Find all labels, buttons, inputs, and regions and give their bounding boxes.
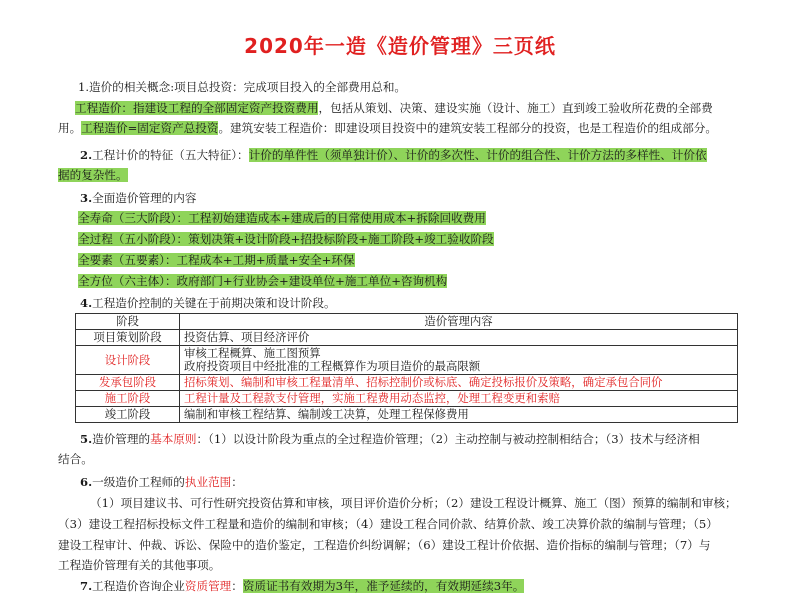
s7-pre: 工程造价咨询企业 [92,579,185,593]
s1-line3 [58,121,717,135]
table-cell-stage: 项目策划阶段 [76,330,180,346]
s1-line2 [75,101,713,115]
s3-item [78,211,486,225]
s5-pre: 造价管理的 [92,432,151,446]
table-cell-content: 招标策划、编制和审核工程量清单、招标控制价或标底、确定投标报价及策略，确定承包合同价 [180,375,738,391]
table-cell-line: 审核工程概算、施工图预算 [184,346,321,360]
table-cell-line: 政府投资项目中经批准的工程概算作为项目造价的最高限额 [184,359,481,373]
s3-item [78,253,355,267]
s5-num: 5. [80,432,93,446]
s3-item-process: 全过程（五小阶段）：策划决策+设计阶段+招投标阶段+施工阶段+竣工验收阶段 [78,232,494,246]
table-header-content: 造价管理内容 [180,314,738,330]
s4-label: 工程造价控制的关键在于前期决策和设计阶段。 [92,296,336,310]
s1-text3: 。建筑安装工程造价：即建设项目投资中的建筑安装工程部分的投资，也是工程造价的组成部分。 [218,121,717,135]
table-header-stage: 阶段 [76,314,180,330]
s3-item [78,274,447,288]
s3-item-lifecycle: 全寿命（三大阶段）：工程初始建造成本+建成后的日常使用成本+拆除回收费用 [78,211,486,225]
page-title: 2020年一造《造价管理》三页纸 [244,34,556,58]
cost-management-table [75,313,738,423]
s5-line1 [80,432,700,446]
s1-highlight-cost-def: 工程造价：指建设工程的全部固定资产投资费用 [75,101,319,115]
s1-text1: ，包括从策划、决策、建设实施（设计、施工）直到竣工验收所花费的全部费 [318,101,713,115]
s7-num: 7. [80,579,93,593]
s5-red: 基本原则 [150,432,197,446]
s2-highlight-b: 据的复杂性。 [58,168,128,182]
s4-line [80,296,336,310]
s6-line: （1）项目建议书、可行性研究投资估算和审核，项目评价造价分析；（2）建设工程设计概算、施工（图）预算的编制和审核； [90,496,737,510]
table-cell-stage: 施工阶段 [76,391,180,407]
s2-line1 [80,148,707,162]
table-header-row [76,314,738,330]
s2-line2 [58,168,128,182]
s7-post: ： [231,579,243,593]
s3-label: 全面造价管理的内容 [92,191,197,205]
table-cell-content: 投资估算、项目经济评价 [180,330,738,346]
s4-num: 4. [80,296,93,310]
table-cell-stage: 竣工阶段 [76,407,180,423]
s2-highlight-a: 计价的单件性（须单独计价）、计价的多次性、计价的组合性、计价方法的多样性、计价依 [248,148,707,162]
s6-post: ： [231,475,243,489]
s3-num: 3. [80,191,93,205]
s3-item-elements: 全要素（五要素）：工程成本+工期+质量+安全+环保 [78,253,355,267]
s6-line: 工程造价管理有关的其他事项。 [58,558,221,572]
s6-num: 6. [80,475,93,489]
s6-heading [80,475,243,489]
s7-line [80,579,524,593]
s3-item [78,232,494,246]
table-cell-stage: 发承包阶段 [76,375,180,391]
s5-post: ：（1）以设计阶段为重点的全过程造价管理；（2）主动控制与被动控制相结合；（3）技术与经济相 [196,432,700,446]
s7-highlight: 资质证书有效期为3年，准予延续的，有效期延续3年。 [242,579,525,593]
table-row [76,407,738,423]
s2-num: 2. [80,148,93,162]
s2-label: 工程计价的特征（五大特征）： [92,148,249,162]
s6-red: 执业范围 [184,475,232,489]
s5-line2: 结合。 [58,452,93,466]
table-cell-content: 编制和审核工程结算、编制竣工决算，处理工程保修费用 [180,407,738,423]
s6-pre: 一级造价工程师的 [92,475,185,489]
table-row [76,346,738,375]
s1-text2: 用。 [58,121,82,135]
s6-line: （3）建设工程招标投标文件工程量和造价的编制和审核；（4）建设工程合同价款、结算价款、竣工决算价款的编制与管理；（5） [58,517,718,531]
table-row [76,330,738,346]
s1-highlight-formula: 工程造价=固定资产总投资 [81,121,219,135]
s7-red: 资质管理 [184,579,232,593]
s3-heading [80,191,196,205]
table-cell-stage: 设计阶段 [76,346,180,375]
s6-line: 建设工程审计、仲裁、诉讼、保险中的造价鉴定，工程造价纠纷调解；（6）建设工程计价依据、造价指标的编制与管理；（7）与 [58,538,711,552]
table-cell-content [180,346,738,375]
table-cell-content: 工程计量及工程款支付管理，实施工程费用动态监控，处理工程变更和索赔 [180,391,738,407]
table-row [76,391,738,407]
table-row [76,375,738,391]
s1-intro: 1.造价的相关概念:项目总投资：完成项目投入的全部费用总和。 [78,80,407,94]
s3-item-parties: 全方位（六主体）：政府部门+行业协会+建设单位+施工单位+咨询机构 [78,274,448,288]
